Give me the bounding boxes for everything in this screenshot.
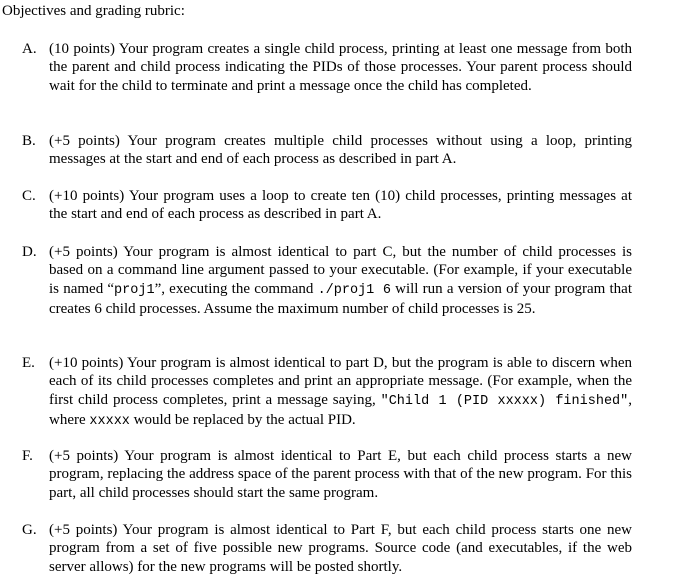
item-text: (+5 points) Your program creates multiple child processes without using a loop, printing messages at the start and end of each process as described in part A. (49, 133, 632, 168)
item-letter: F. (22, 448, 33, 464)
item-text-part: (+5 points) Your program is almost identical to part C, but the number of child processes is based on a command line argument passed to your executable. (For example, if your executable is named “ (49, 244, 632, 297)
message-code: "Child 1 (PID xxxxx) finished" (380, 393, 629, 409)
pid-placeholder-code: xxxxx (89, 413, 130, 429)
command-code: ./proj1 6 (317, 282, 391, 298)
rubric-item-b (22, 132, 632, 169)
rubric-item-a (22, 40, 632, 95)
executable-name-code: proj1 (114, 282, 155, 298)
item-text: (10 points) Your program creates a single child process, printing at least one message from both the parent and child process indicating the PIDs of those processes. Your parent process should wait for the child to terminate and print a message once the child has completed. (49, 41, 632, 94)
item-letter: B. (22, 133, 36, 149)
section-heading: Objectives and grading rubric: (2, 3, 185, 19)
item-text-part: will run a version of your program that creates 6 child processes. Assume the maximum number of child processes is 25. (49, 280, 632, 317)
item-text (49, 243, 632, 318)
item-text: (+10 points) Your program uses a loop to create ten (10) child processes, printing messages at the start and end of each process as described in part A. (49, 188, 632, 223)
rubric-item-e (22, 354, 632, 431)
rubric-item-c (22, 187, 632, 224)
rubric-item-d (22, 243, 632, 318)
item-text: (+5 points) Your program is almost identical to Part F, but each child process starts one new program from a set of five possible new programs. Source code (and executables, if the web server allows) for the new programs will be posted shortly. (49, 522, 632, 575)
item-letter: E. (22, 355, 35, 371)
rubric-item-g (22, 521, 632, 576)
item-letter: C. (22, 188, 36, 204)
item-text-part: (+10 points) Your program is almost identical to part D, but the program is able to discern when each of its child processes completes and print an appropriate message. (For example, when the first child process completes, print a message saying, (49, 355, 632, 408)
item-text-part: , where (49, 391, 632, 428)
item-text: (+5 points) Your program is almost identical to Part E, but each child process starts a new program, replacing the address space of the parent process with that of the new program. For this part, all child processes should start the same program. (49, 448, 632, 501)
rubric-item-f (22, 447, 632, 502)
item-letter: D. (22, 244, 37, 260)
item-text (49, 354, 632, 431)
item-text-part: ”, executing the command (154, 280, 318, 297)
item-letter: A. (22, 41, 37, 57)
item-text-part: would be replaced by the actual PID. (129, 411, 356, 428)
item-letter: G. (22, 522, 37, 538)
